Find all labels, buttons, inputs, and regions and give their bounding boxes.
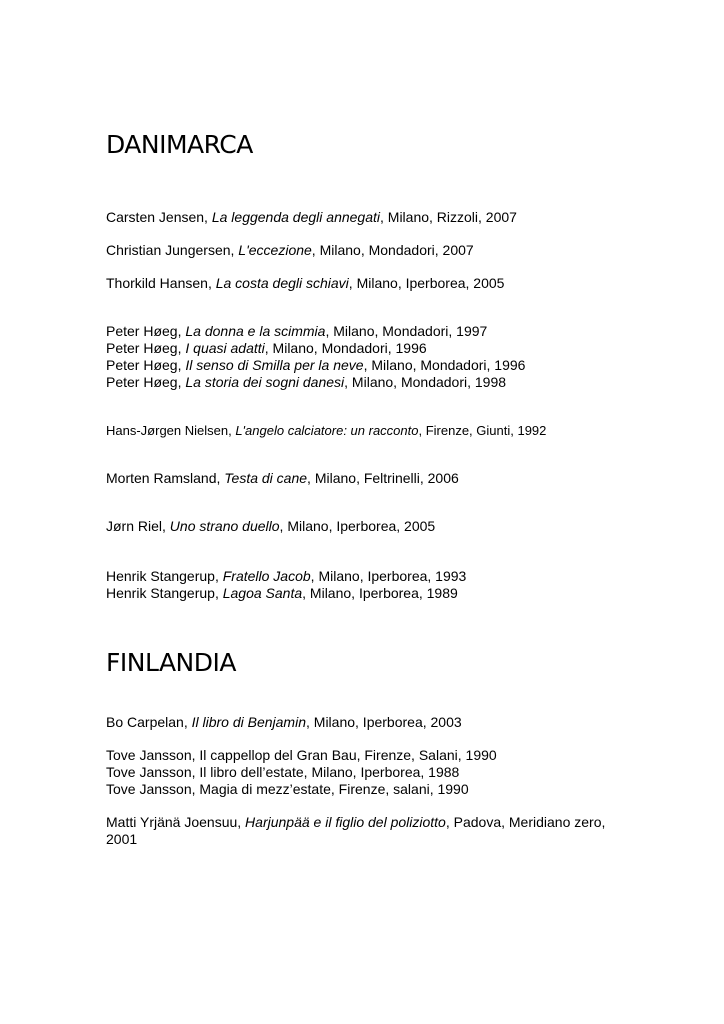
entry-author: Bo Carpelan,	[106, 714, 192, 730]
entry-author: Peter Høeg,	[106, 357, 186, 373]
bibliography-entry	[106, 209, 626, 226]
entry-author: Christian Jungersen,	[106, 242, 239, 258]
entry-author: Jørn Riel,	[106, 518, 170, 534]
entry-title: Harjunpää e il figlio del poliziotto	[245, 814, 446, 830]
entry-title: La donna e la scimmia	[185, 323, 326, 339]
section-heading-finlandia: FINLANDIA	[106, 648, 236, 677]
bibliography-entry: Tove Jansson, Il libro dell’estate, Milano, Iperborea, 1988	[106, 764, 460, 780]
bibliography-entry	[106, 814, 626, 848]
bibliography-entry	[106, 585, 626, 602]
entry-publisher: , Firenze, Giunti, 1992	[418, 423, 547, 438]
entry-author: Henrik Stangerup,	[106, 568, 223, 584]
entry-title: Lagoa Santa	[222, 585, 303, 601]
entry-publisher: , Milano, Feltrinelli, 2006	[307, 470, 459, 486]
entry-publisher: , Milano, Mondadori, 1996	[363, 357, 526, 373]
entry-publisher: , Padova, Meridiano zero, 2001	[106, 814, 606, 847]
entry-title: Fratello Jacob	[222, 568, 311, 584]
section-heading-danimarca: DANIMARCA	[106, 130, 253, 159]
bibliography-entry: Tove Jansson, Il cappellop del Gran Bau, Firenze, Salani, 1990	[106, 747, 497, 763]
bibliography-entry	[106, 340, 626, 357]
entry-title: La leggenda degli annegati	[211, 209, 380, 225]
entry-publisher: , Milano, Iperborea, 1989	[302, 585, 458, 601]
entry-author: Thorkild Hansen,	[106, 275, 216, 291]
entry-author: Peter Høeg,	[106, 374, 186, 390]
entry-publisher: , Milano, Iperborea, 1993	[310, 568, 467, 584]
entry-title: Il senso di Smilla per la neve	[185, 357, 364, 373]
bibliography-entry	[106, 470, 626, 487]
entry-publisher: , Milano, Mondadori, 1996	[264, 340, 427, 356]
entry-publisher: , Milano, Iperborea, 2003	[306, 714, 462, 730]
bibliography-entry	[106, 323, 626, 340]
entry-publisher: , Milano, Iperborea, 2005	[279, 518, 436, 534]
entry-title: La storia dei sogni danesi	[185, 374, 345, 390]
entry-author: Peter Høeg,	[106, 340, 186, 356]
bibliography-entry	[106, 242, 626, 259]
entry-title: I quasi adatti	[185, 340, 265, 356]
entry-author: Hans-Jørgen Nielsen,	[106, 423, 236, 438]
entry-title: L'angelo calciatore: un racconto	[235, 423, 419, 438]
bibliography-entry	[106, 357, 626, 374]
entry-publisher: , Milano, Mondadori, 2007	[311, 242, 474, 258]
bibliography-entry: Tove Jansson, Magia di mezz’estate, Firenze, salani, 1990	[106, 781, 469, 797]
entry-title: La costa degli schiavi	[215, 275, 349, 291]
entry-author: Matti Yrjänä Joensuu,	[106, 814, 246, 830]
bibliography-entry	[106, 422, 626, 439]
bibliography-entry	[106, 714, 626, 731]
bibliography-entry	[106, 518, 626, 535]
entry-publisher: , Milano, Mondadori, 1997	[325, 323, 488, 339]
entry-author: Carsten Jensen,	[106, 209, 212, 225]
bibliography-entry	[106, 275, 626, 292]
entry-title: Il libro di Benjamin	[191, 714, 306, 730]
entry-author: Peter Høeg,	[106, 323, 186, 339]
entry-publisher: , Milano, Rizzoli, 2007	[380, 209, 517, 225]
bibliography-entry	[106, 568, 626, 585]
entry-publisher: , Milano, Mondadori, 1998	[344, 374, 507, 390]
entry-title: Testa di cane	[224, 470, 308, 486]
bibliography-entry	[106, 374, 626, 391]
entry-title: L'eccezione	[238, 242, 312, 258]
entry-author: Morten Ramsland,	[106, 470, 225, 486]
entry-author: Henrik Stangerup,	[106, 585, 223, 601]
entry-publisher: , Milano, Iperborea, 2005	[348, 275, 505, 291]
entry-title: Uno strano duello	[169, 518, 280, 534]
